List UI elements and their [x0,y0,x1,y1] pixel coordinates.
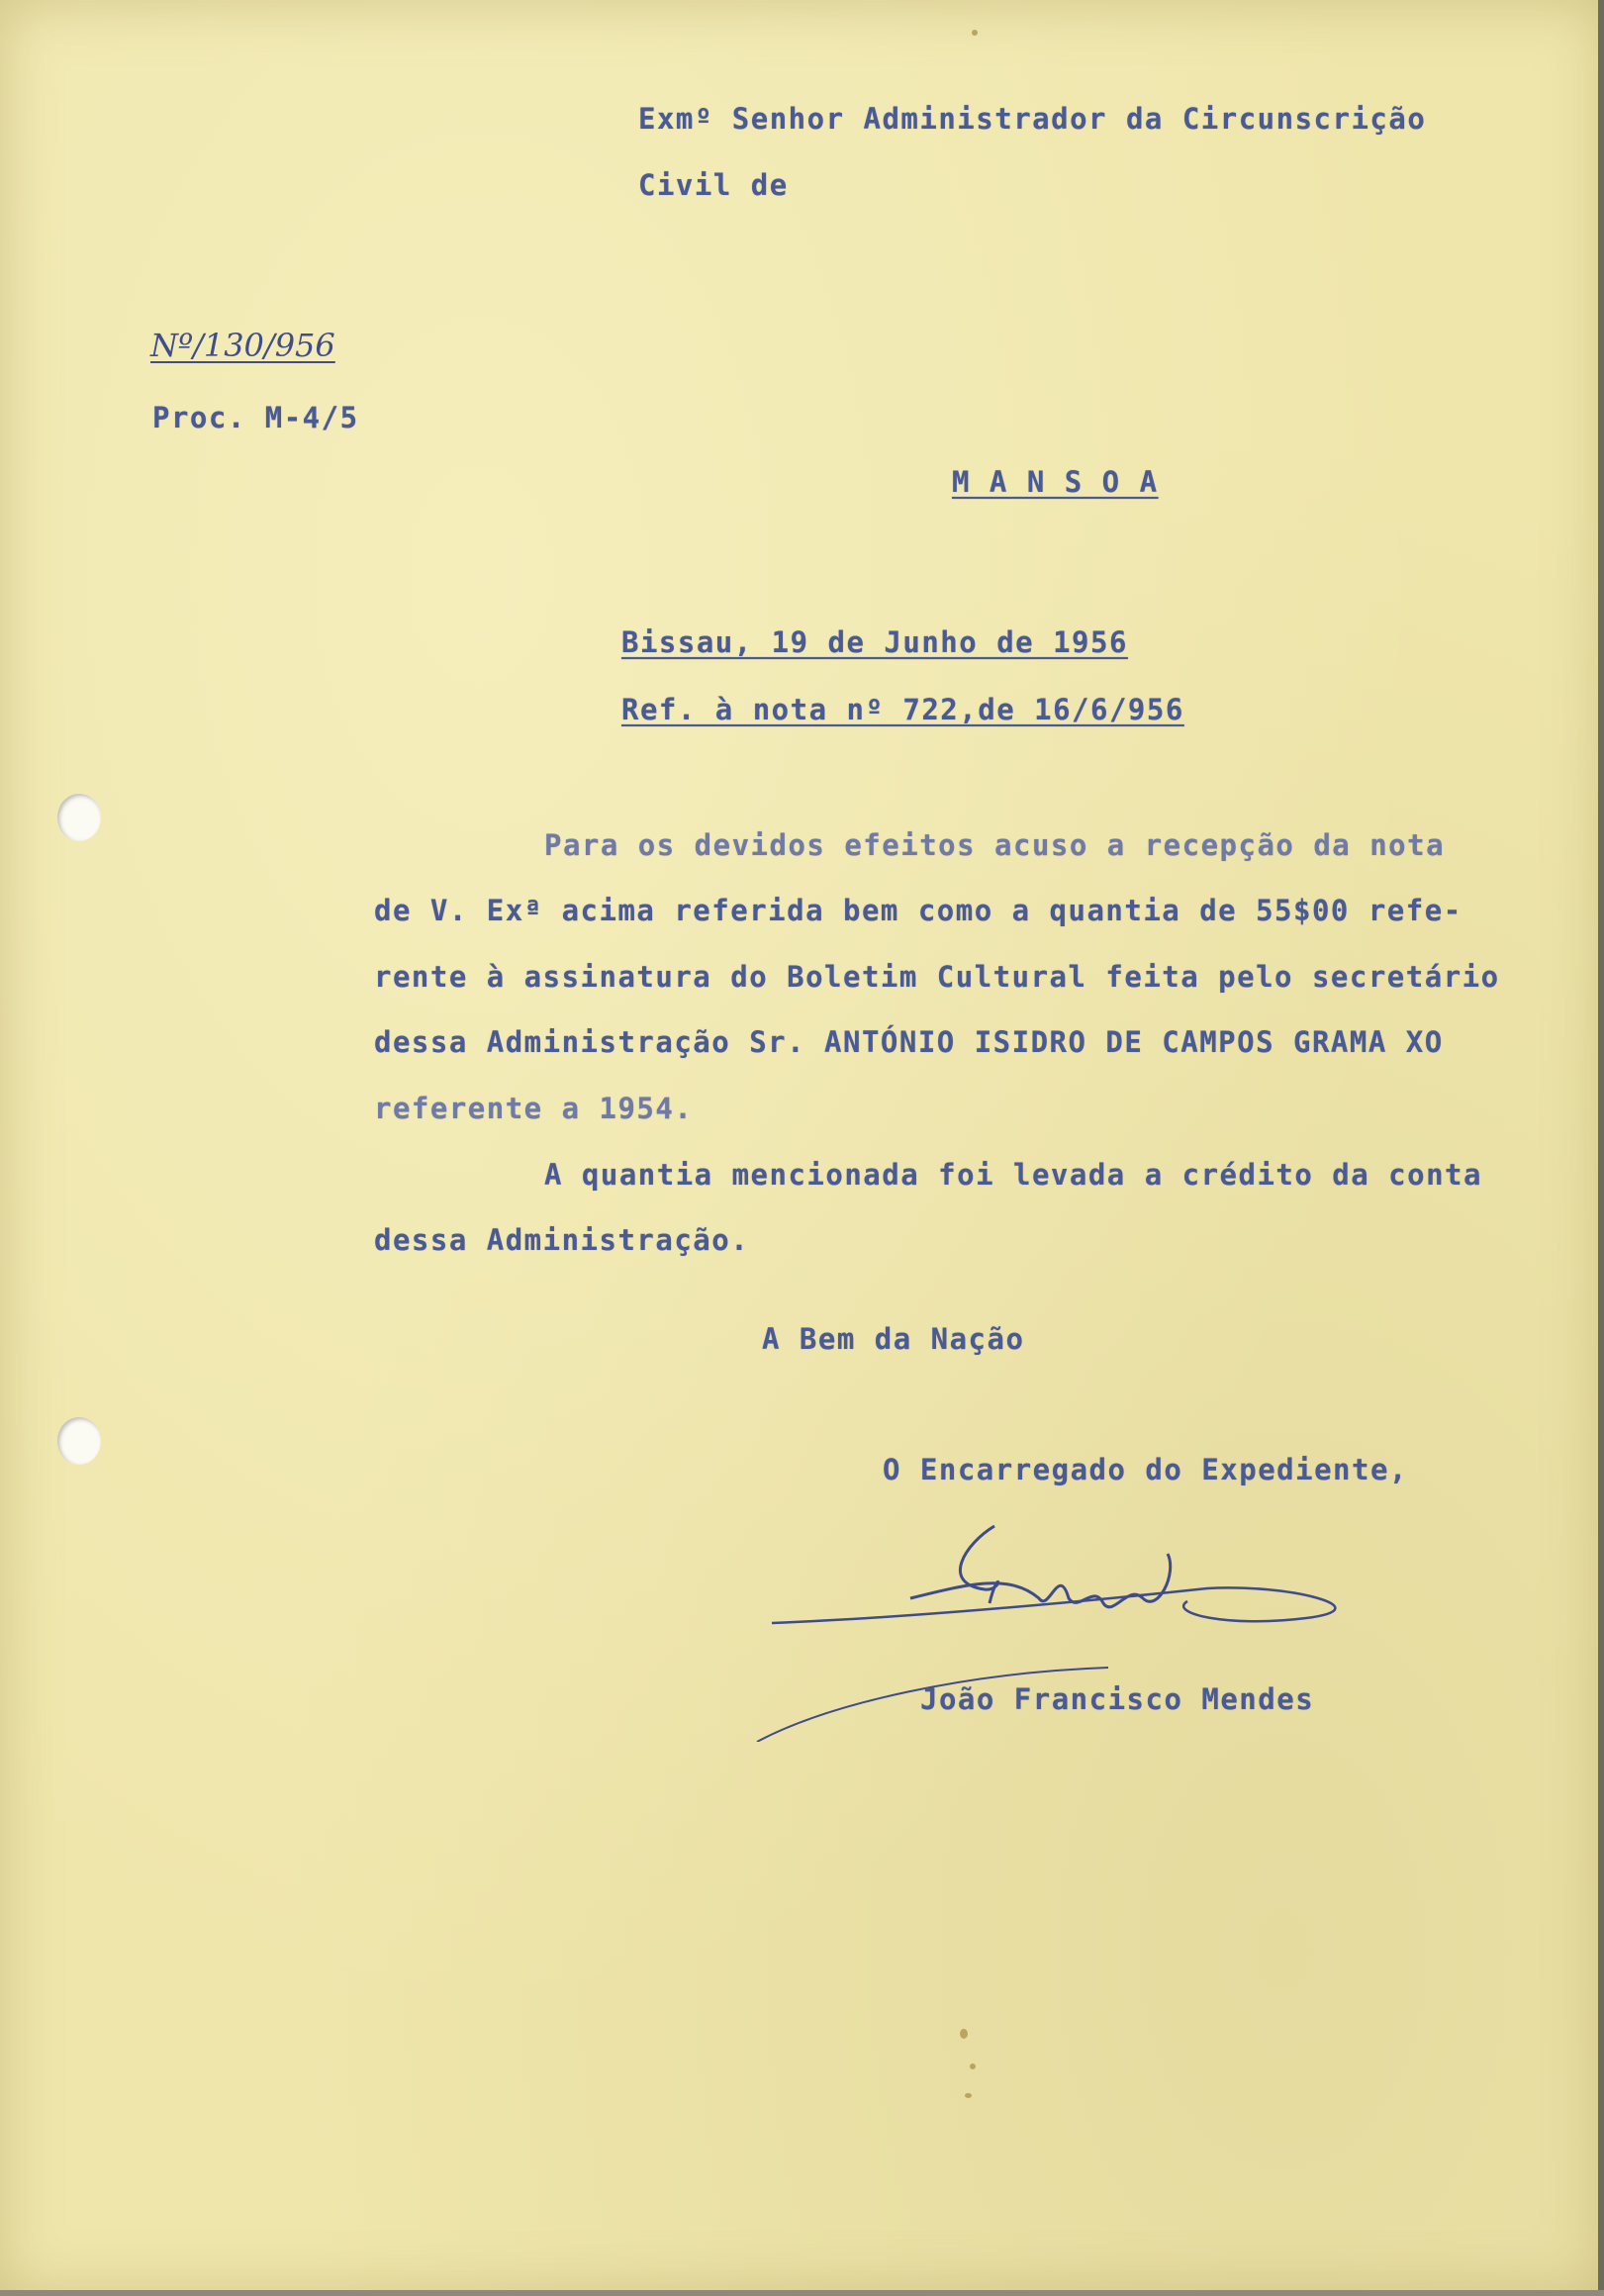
body-line-4: dessa Administração Sr. ANTÓNIO ISIDRO DE CAMPOS GRAMA XO [374,1025,1444,1059]
paper-speck [970,2063,976,2069]
body-line-7: dessa Administração. [374,1223,750,1257]
destination-title: M A N S O A [952,465,1159,499]
paper-speck [965,2093,972,2098]
signatory-name: João Francisco Mendes [920,1682,1315,1716]
addressee-line-2: Civil de [638,168,789,202]
page-edge-bottom [0,2290,1604,2296]
reference-line: Ref. à nota nº 722,de 16/6/956 [621,693,1184,726]
punch-hole-bottom [57,1417,101,1465]
body-line-1: Para os devidos efeitos acuso a recepção da nota [544,828,1446,862]
body-line-5: referente a 1954. [374,1092,694,1125]
closing-salutation: A Bem da Nação [762,1322,1025,1356]
page-edge-right [1598,0,1604,2296]
paper-speck [960,2029,968,2039]
body-line-2: de V. Exª acima referida bem como a quantia de 55$00 refe- [374,894,1462,927]
signatory-role: O Encarregado do Expediente, [883,1453,1408,1486]
punch-hole-top [57,794,101,841]
addressee-line-1: Exmº Senhor Administrador da Circunscrição [638,102,1427,136]
reference-number: Nº/130/956 [150,327,335,364]
body-line-6: A quantia mencionada foi levada a crédito da conta [544,1158,1482,1192]
process-number: Proc. M-4/5 [152,401,359,434]
date-line: Bissau, 19 de Junho de 1956 [621,625,1128,659]
paper-speck [972,30,978,36]
body-line-3: rente à assinatura do Boletim Cultural feita pelo secretário [374,960,1500,994]
